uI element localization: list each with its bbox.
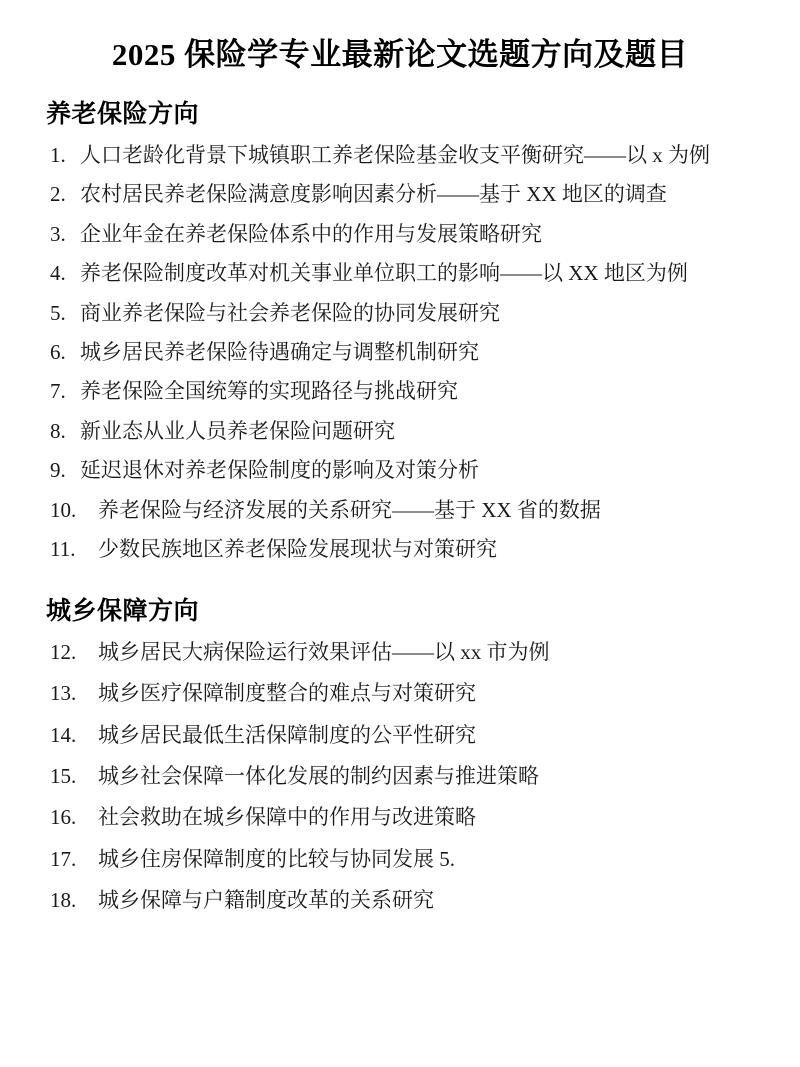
topic-list-urban-rural	[40, 637, 760, 916]
list-item-number: 7.	[50, 379, 66, 404]
list-item-text: 城乡居民养老保险待遇确定与调整机制研究	[80, 340, 479, 365]
list-item	[40, 761, 760, 791]
list-item-text: 城乡居民大病保险运行效果评估——以 xx 市为例	[98, 639, 550, 664]
list-item	[40, 720, 760, 750]
list-item	[40, 416, 760, 446]
list-item	[40, 258, 760, 288]
list-item-text: 养老保险制度改革对机关事业单位职工的影响——以 XX 地区为例	[80, 261, 688, 286]
list-item-number: 15.	[50, 763, 77, 788]
list-item-text: 商业养老保险与社会养老保险的协同发展研究	[80, 300, 500, 325]
list-item	[40, 219, 760, 249]
list-item	[40, 802, 760, 832]
list-item-number: 14.	[50, 722, 77, 747]
list-item-number: 4.	[50, 261, 66, 286]
list-item-text: 农村居民养老保险满意度影响因素分析——基于 XX 地区的调查	[80, 182, 667, 207]
list-item-text: 城乡保障与户籍制度改革的关系研究	[98, 888, 434, 913]
list-item-number: 2.	[50, 182, 66, 207]
list-item	[40, 298, 760, 328]
list-item-number: 9.	[50, 458, 66, 483]
list-item	[40, 376, 760, 406]
list-item-text: 养老保险与经济发展的关系研究——基于 XX 省的数据	[98, 497, 601, 522]
list-item-number: 5.	[50, 300, 66, 325]
list-item-text: 养老保险全国统筹的实现路径与挑战研究	[80, 379, 458, 404]
section-heading-pension: 养老保险方向	[46, 100, 200, 128]
list-item-number: 1.	[50, 142, 66, 167]
topic-list-pension	[40, 140, 760, 565]
list-item-text: 新业态从业人员养老保险问题研究	[80, 418, 395, 443]
list-item-text: 延迟退休对养老保险制度的影响及对策分析	[80, 458, 479, 483]
list-item	[40, 678, 760, 708]
list-item-number: 16.	[50, 805, 77, 830]
section-pension	[40, 94, 760, 565]
list-item-number: 18.	[50, 888, 77, 913]
list-item-text: 城乡住房保障制度的比较与协同发展 5.	[98, 846, 455, 871]
list-item-text: 少数民族地区养老保险发展现状与对策研究	[98, 537, 497, 562]
list-item-text: 社会救助在城乡保障中的作用与改进策略	[98, 805, 476, 830]
list-item-text: 企业年金在养老保险体系中的作用与发展策略研究	[80, 221, 542, 246]
section-heading-urban-rural: 城乡保障方向	[46, 597, 200, 625]
list-item	[40, 534, 760, 564]
list-item-number: 3.	[50, 221, 66, 246]
list-item	[40, 637, 760, 667]
list-item-number: 6.	[50, 340, 66, 365]
list-item-text: 人口老龄化背景下城镇职工养老保险基金收支平衡研究——以 x 为例	[80, 142, 710, 167]
list-item	[40, 495, 760, 525]
list-item-text: 城乡居民最低生活保障制度的公平性研究	[98, 722, 476, 747]
list-item	[40, 844, 760, 874]
page-title: 2025 保险学专业最新论文选题方向及题目	[111, 37, 689, 72]
list-item-number: 12.	[50, 639, 77, 664]
section-urban-rural	[40, 591, 760, 916]
list-item-text: 城乡医疗保障制度整合的难点与对策研究	[98, 681, 476, 706]
list-item-number: 17.	[50, 846, 77, 871]
list-item-number: 13.	[50, 681, 77, 706]
list-item-number: 8.	[50, 418, 66, 443]
list-item	[40, 179, 760, 209]
list-item-number: 10.	[50, 497, 77, 522]
list-item-number: 11.	[50, 537, 76, 562]
list-item	[40, 885, 760, 915]
list-item	[40, 455, 760, 485]
list-item	[40, 337, 760, 367]
list-item	[40, 140, 760, 170]
list-item-text: 城乡社会保障一体化发展的制约因素与推进策略	[98, 763, 539, 788]
